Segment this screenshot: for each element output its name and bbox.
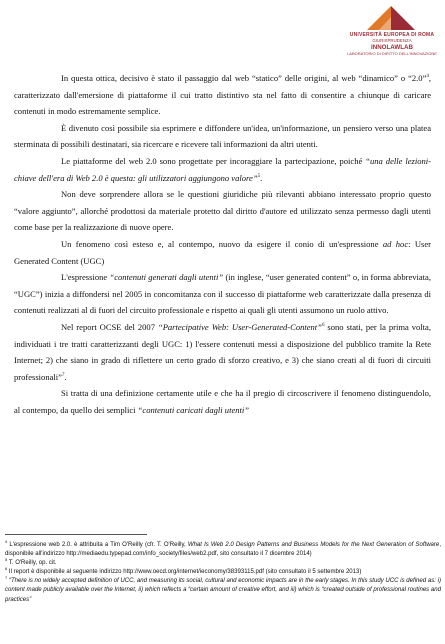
text-span: Le piattaforme del web 2.0 sono progettate per incoraggiare la partecipazione, poiché: [61, 155, 366, 166]
footnote-ref-6[interactable]: 6: [321, 323, 325, 329]
logo-faculty: GIURISPRUDENZA: [372, 38, 412, 43]
text-span: , disponibile all'indirizzo http://mediaedu.typepad.com/info_society/files/web2.pdf, sito consultato il 7 dicembre 2014): [5, 542, 441, 558]
text-span: : User Generated Content (UGC): [14, 238, 432, 266]
footnote-7: [5, 577, 441, 604]
paragraph-6: [14, 269, 431, 319]
university-logo: [341, 4, 443, 70]
quote-ugc: “contenuti generati dagli utenti”: [109, 272, 224, 283]
logo-lab-name: INNOLAWLAB: [371, 44, 413, 51]
paragraph-7: [14, 319, 431, 385]
document-body: [14, 70, 431, 418]
text-span: Nel report OCSE del 2007: [61, 321, 158, 332]
text-span: L'espressione: [61, 272, 110, 283]
text-span: Un fenomeno così esteso e, al contempo, nuovo da esigere il conio di un'espressione: [61, 238, 383, 249]
footnote-ref-7[interactable]: 7: [61, 372, 65, 378]
text-span: (in inglese, “user generated content” o, in forma abbreviata, “UGC”) inizia a diffondersi nel 2005 in concomitanza con il successo di piattaforme web caratterizzate dalla presenza di contenuti realizzati al di fuori del circuito professionale e rispetto ai quali gli utenti assumono un ruolo attivo.: [14, 272, 431, 316]
paragraph-3: [14, 153, 431, 186]
footnote-number: 4: [5, 538, 8, 544]
text-span: L'espressione web 2.0. è attribuita a Tim O'Reilly (cfr. T. O'Reilly,: [9, 542, 188, 548]
footnote-4: [5, 538, 441, 559]
footnote-divider: [5, 534, 147, 535]
footnote-ref-4[interactable]: 4: [426, 74, 429, 80]
paragraph-2: È divenuto così possibile sia esprimere e diffondere un'idea, un'informazione, un pensiero verso una platea sterminata di possibili destinatari, sia ricercare e ricevere tali informazioni da altri utenti.: [14, 122, 431, 150]
text-span: Si tratta di una definizione certamente utile e che ha il pregio di circoscrivere il fenomeno distinguendolo, al contempo, da quello dei semplici: [14, 388, 431, 415]
paragraph-5: [14, 236, 431, 269]
text-span: Il report è disponibile al seguente indirizzo http://www.oecd.org/internet/ieconomy/38393115.pdf (sito consultato il 5 settembre 2013): [8, 569, 362, 576]
footnote-number: 5: [5, 557, 8, 563]
text-span: , caratterizzato dall'emersione di piattaforme il cui tratto distintivo sta nel fatto di consentire a chiunque di caricare contenuti in modo estremamente semplice.: [14, 73, 431, 117]
footnote-number: 6: [5, 566, 8, 572]
footnote-4-title: What Is Web 2.0 Design Patterns and Business Models for the Next Generation of Software: [187, 542, 440, 548]
footnote-5: [5, 559, 441, 568]
footnote-number: 7: [5, 575, 8, 581]
paragraph-1: [14, 70, 431, 120]
text-span: T. O'Reilly, op. cit.: [8, 560, 57, 567]
logo-lab-subtitle: LABORATORIO DI DIRITTO DELL'INNOVAZIONE: [347, 51, 437, 56]
text-span: .: [260, 172, 263, 183]
quote-oreilly: “una delle lezioni-chiave dell'era di Web 2.0 è questa: gli utilizzatori aggiungono valore”: [14, 155, 432, 183]
footnote-6: [5, 568, 441, 577]
text-span: In questa ottica, decisivo è stato il passaggio dal web “statico” delle origini, al web “dinamico” o “2.0”: [61, 73, 427, 83]
footnote-ref-5[interactable]: 5: [257, 173, 261, 179]
text-span: “There is no widely accepted definition of UCC, and measuring its social, cultural and economic impacts are in the early stages. In this study UCC is defined as: i) content made publicly available over the Internet, ii) which reflects a “certain amount of creative effort, and iii) which is “created outside of professional routines and practices”: [5, 578, 441, 603]
ad-hoc-term: ad hoc: [382, 238, 409, 249]
logo-text: [341, 32, 443, 56]
paragraph-4: Non deve sorprendere allora se le questioni giuridiche più rilevanti abbiano interessato proprio questo “valore aggiunto”, allorché prodottosi da materiale protetto dal diritto d'autore ed utilizzato senza permesso dagli utenti come base per la realizzazione di nuove opere.: [14, 189, 431, 233]
logo-university-name: UNIVERSITÀ EUROPEA DI ROMA: [349, 32, 435, 38]
text-span: sono stati, per la prima volta, individuati i tre tratti caratterizzanti degli UGC: 1) l'essere contenuti messi a disposizione del pubblico tramite la Rete Internet; 2) che siano in grado di riflettere un certo grado di sforzo creativo, e 3) che siano creati al di fuori di circuiti professionali”: [14, 321, 431, 382]
footnotes: [5, 538, 441, 605]
uer-emblem-icon: [359, 4, 423, 32]
quote-caricati: “contenuti caricati dagli utenti”: [137, 404, 250, 415]
text-span: .: [64, 371, 67, 382]
report-title: “Partecipative Web: User-Generated-Content”: [157, 321, 322, 332]
paragraph-8: [14, 385, 431, 418]
